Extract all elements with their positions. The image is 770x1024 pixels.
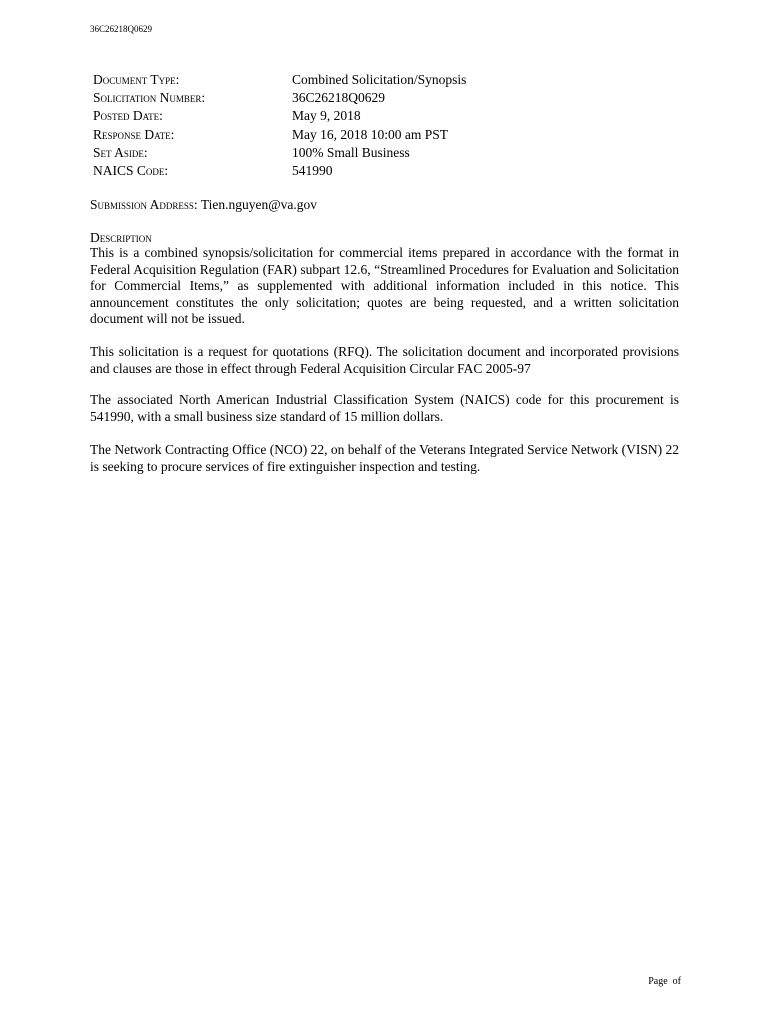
info-row-set-aside <box>93 144 466 162</box>
info-row-posted-date <box>93 107 466 125</box>
submission-address-email: Tien.nguyen@va.gov <box>200 197 317 212</box>
description-paragraph: This is a combined synopsis/solicitation for commercial items prepared in accordance with the format in Federal Acquisition Regulation (FAR) subpart 12.6, “Streamlined Procedures for Evaluation and Solicitation for Commercial Items,” as supplemented with additional information included in this notice. This announcement constitutes the only solicitation; quotes are being requested, and a written solicitation document will not be issued. <box>90 245 679 326</box>
solicitation-info-table <box>93 71 466 180</box>
submission-address <box>90 196 317 214</box>
page-number-footer: Page of <box>648 976 681 987</box>
info-label: Solicitation Number: <box>93 90 206 106</box>
description-paragraph: The Network Contracting Office (NCO) 22, on behalf of the Veterans Integrated Service Network (VISN) 22 is seeking to procure services of fire extinguisher inspection and testing. <box>90 442 679 474</box>
info-label: NAICS Code: <box>93 163 169 179</box>
info-label: Posted Date: <box>93 108 163 124</box>
info-value: May 16, 2018 10:00 am PST <box>292 126 449 142</box>
description-heading: Description <box>90 230 152 245</box>
info-row-response-date <box>93 126 466 144</box>
info-row-document-type <box>93 71 466 89</box>
info-row-naics-code <box>93 162 466 180</box>
description-paragraph: This solicitation is a request for quotations (RFQ). The solicitation document and incorporated provisions and clauses are those in effect through Federal Acquisition Circular FAC 2005-97 <box>90 344 679 376</box>
info-value: Combined Solicitation/Synopsis <box>292 72 467 87</box>
info-label: Set Aside: <box>93 144 148 160</box>
info-value: 100% Small Business <box>292 144 410 160</box>
info-row-solicitation-number <box>93 89 466 107</box>
info-label: Response Date: <box>93 126 175 142</box>
document-id-header: 36C26218Q0629 <box>90 24 153 34</box>
info-value: May 9, 2018 <box>292 108 361 124</box>
info-value: 541990 <box>292 163 333 179</box>
info-value: 36C26218Q0629 <box>292 90 386 106</box>
description-paragraph: The associated North American Industrial Classification System (NAICS) code for this procurement is 541990, with a small business size standard of 15 million dollars. <box>90 392 679 424</box>
info-label: Document Type: <box>93 72 180 87</box>
submission-address-label: Submission Address: <box>90 197 198 212</box>
